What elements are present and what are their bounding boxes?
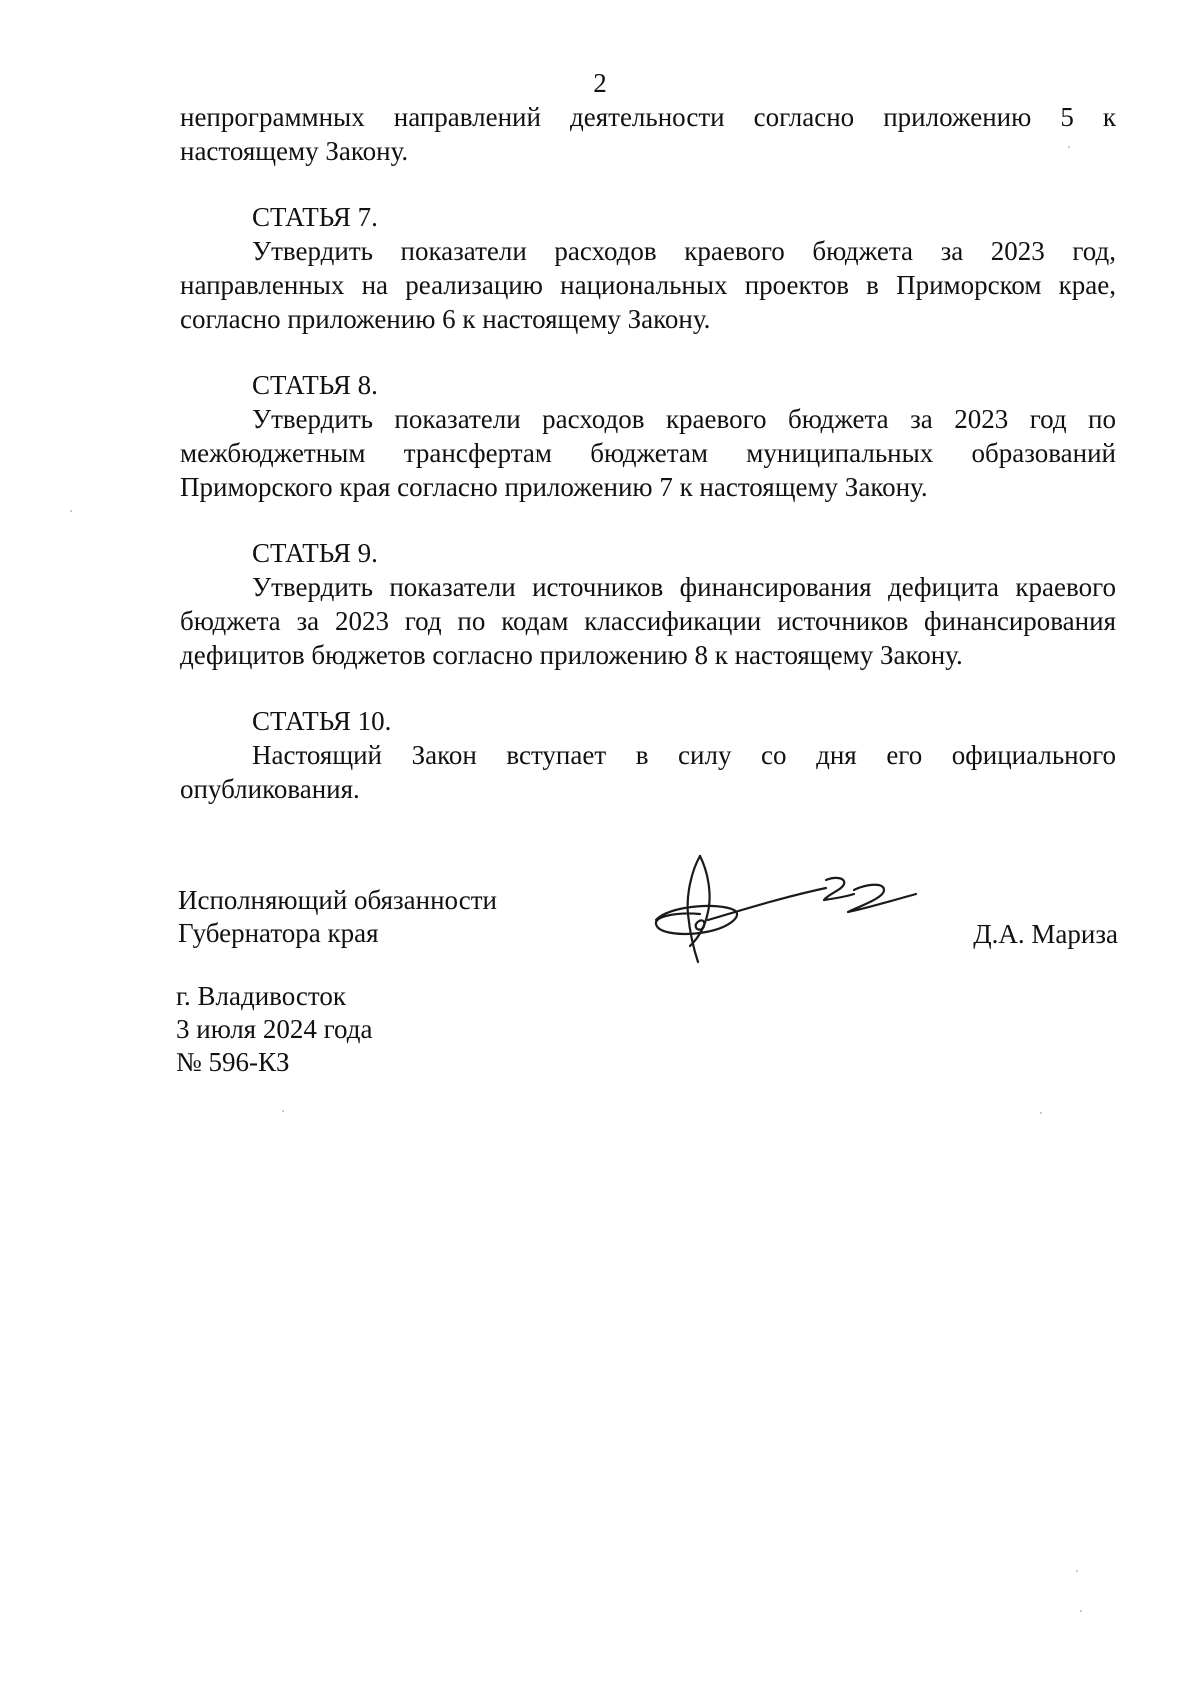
article-10 <box>180 704 1116 806</box>
article-8 <box>180 368 1116 504</box>
law-number: № 596-КЗ <box>176 1047 290 1077</box>
scan-speck <box>282 1110 284 1112</box>
signer-position-line: Исполняющий обязанности <box>178 885 497 915</box>
article-text: Утвердить показатели источников финансирования дефицита краевого бюджета за 2023 год по кодам классификации источников финансирования дефицитов бюджетов согласно приложению 8 к настоящему Закону. <box>180 572 1116 670</box>
article-text: Утвердить показатели расходов краевого бюджета за 2023 год, направленных на реализацию национальных проектов в Приморском крае, согласно приложению 6 к настоящему Закону. <box>180 236 1116 334</box>
article-title: СТАТЬЯ 8. <box>252 370 378 400</box>
handwritten-signature-icon <box>648 850 928 980</box>
article-text: Настоящий Закон вступает в силу со дня его официального опубликования. <box>180 740 1116 804</box>
article-7 <box>180 200 1116 336</box>
scan-speck <box>70 510 72 512</box>
signer-position-line: Губернатора края <box>178 918 379 948</box>
signer-position <box>178 884 497 950</box>
article-title: СТАТЬЯ 7. <box>252 202 378 232</box>
scan-speck <box>1068 146 1070 148</box>
signature-block <box>178 884 1118 964</box>
article-title: СТАТЬЯ 9. <box>252 538 378 568</box>
law-body <box>180 100 1116 806</box>
scan-speck <box>1076 1570 1078 1572</box>
article-title: СТАТЬЯ 10. <box>252 706 392 736</box>
continuation-paragraph: непрограммных направлений деятельности согласно приложению 5 к настоящему Закону. <box>180 102 1116 166</box>
issue-details <box>176 980 372 1079</box>
scan-speck <box>1040 1112 1042 1114</box>
signer-name: Д.А. Мариза <box>973 919 1118 949</box>
article-text: Утвердить показатели расходов краевого бюджета за 2023 год по межбюджетным трансфертам бюджетам муниципальных образований Приморского края согласно приложению 7 к настоящему Закону. <box>180 404 1116 502</box>
page-number: 2 <box>593 68 607 98</box>
article-9 <box>180 536 1116 672</box>
issue-city: г. Владивосток <box>176 981 346 1011</box>
scan-speck <box>1080 1610 1082 1612</box>
issue-date: 3 июля 2024 года <box>176 1014 373 1044</box>
